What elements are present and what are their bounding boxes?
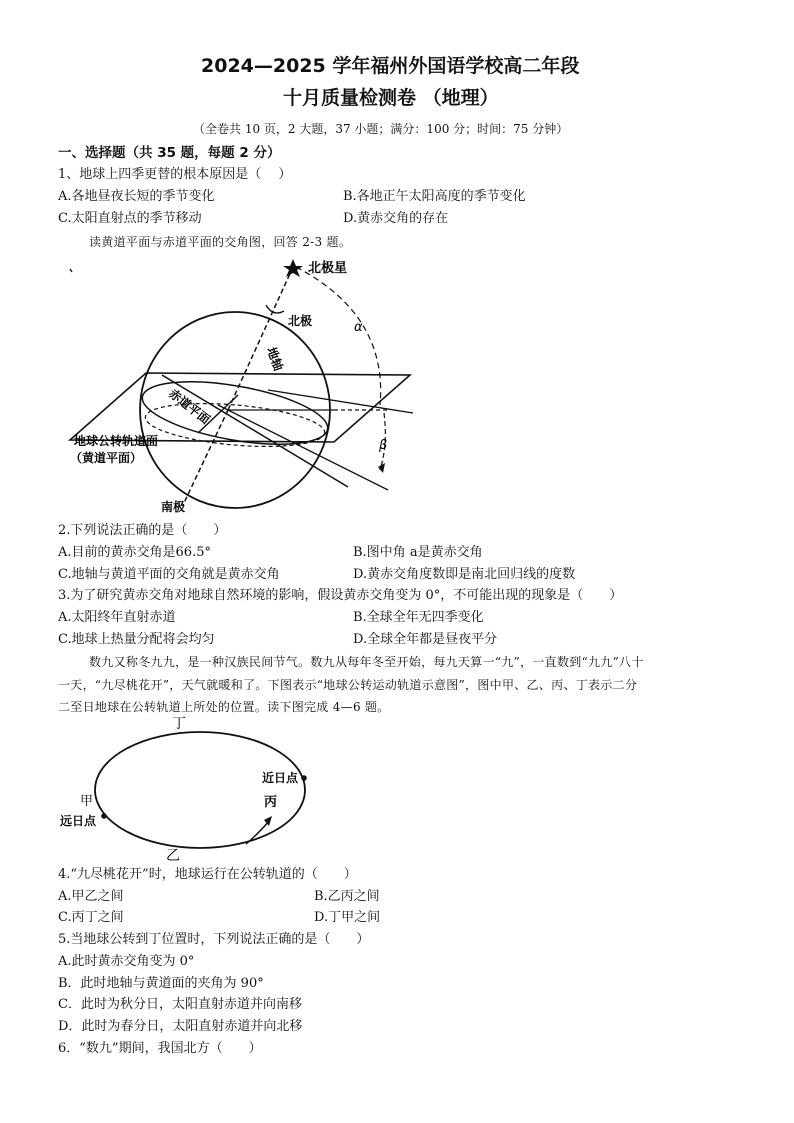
q1-option-c: C.太阳直射点的季节移动: [58, 211, 202, 226]
q3-option-c: C.地球上热量分配将会均匀: [58, 632, 215, 647]
q5-option-a: A.此时黄赤交角变为 0°: [58, 954, 195, 969]
label-polaris: 北极星: [308, 261, 348, 276]
label-bing: 丙: [264, 795, 278, 810]
q4-stem: 4.“九尽桃花开”时，地球运行在公转轨道的（ ）: [58, 867, 357, 882]
label-ding: 丁: [172, 716, 186, 732]
ecliptic-equator-figure: [58, 255, 428, 515]
q3-option-a: A.太阳终年直射赤道: [58, 610, 176, 625]
exam-title-line1: 2024—2025 学年福州外国语学校高二年段: [201, 55, 580, 77]
section-heading: 一、选择题（共 35 题，每题 2 分）: [58, 145, 281, 161]
q1-option-a: A.各地昼夜长短的季节变化: [58, 189, 215, 204]
label-earth-axis: 地轴: [264, 345, 286, 373]
q4-option-d: D.丁甲之间: [314, 910, 381, 925]
q1-stem: 1、地球上四季更替的根本原因是（ ）: [58, 167, 292, 182]
reading-prompt-2-line3: 二至日地球在公转轨道上所处的位置。读下图完成 4—6 题。: [58, 700, 390, 714]
q3-option-b: B.全球全年无四季变化: [353, 610, 484, 625]
label-beta: β: [379, 438, 388, 453]
label-perihelion: 近日点: [262, 771, 299, 785]
q3-stem: 3.为了研究黄赤交角对地球自然环境的影响，假设黄赤交角变为 0°，不可能出现的现象是（ ）: [58, 588, 623, 603]
label-orbit-plane: 地球公转轨道面: [74, 434, 159, 448]
q1-option-b: B.各地正午太阳高度的季节变化: [343, 189, 526, 204]
q5-option-c: C．此时为秋分日，太阳直射赤道并向南移: [58, 997, 302, 1012]
reading-prompt-2-line1: 数九又称冬九九，是一种汉族民间节气。数九从每年冬至开始，每九天算一“九”，一直数到“九九”八十: [89, 655, 644, 669]
q1-option-d: D.黄赤交角的存在: [343, 211, 449, 226]
q6-stem: 6．“数九”期间，我国北方（ ）: [58, 1041, 262, 1056]
q4-option-a: A.甲乙之间: [58, 889, 124, 904]
label-yi: 乙: [166, 848, 180, 864]
label-equator-plane: 赤道平面: [166, 386, 213, 427]
q5-option-d: D．此时为春分日，太阳直射赤道并向北移: [58, 1019, 303, 1034]
label-north-pole: 北极: [288, 314, 313, 328]
q5-option-b: B．此时地轴与黄道面的夹角为 90°: [58, 976, 264, 991]
reading-prompt-1: 读黄道平面与赤道平面的交角图，回答 2-3 题。: [89, 235, 352, 249]
label-ecliptic-plane: （黄道平面）: [70, 451, 143, 465]
aphelion-dot: [101, 813, 107, 819]
q4-option-c: C.丙丁之间: [58, 910, 124, 925]
q2-option-d: D.黄赤交角度数即是南北回归线的度数: [353, 567, 576, 582]
label-aphelion: 远日点: [60, 814, 97, 828]
exam-info: （全卷共 10 页，2 大题，37 小题；满分：100 分；时间：75 分钟）: [193, 122, 569, 136]
reading-prompt-2-line2: 一天，“九尽桃花开”，天气就暖和了。下图表示“地球公转运动轨道示意图”，图中甲、乙、丙、丁表示二分: [58, 678, 638, 692]
q4-option-b: B.乙丙之间: [314, 889, 380, 904]
q2-option-b: B.图中角 a是黄赤交角: [353, 545, 483, 560]
polaris-star-icon: [283, 259, 303, 277]
label-alpha: α: [354, 320, 363, 335]
q2-option-c: C.地轴与黄道平面的交角就是黄赤交角: [58, 567, 280, 582]
label-jia: 甲: [80, 794, 94, 809]
label-south-pole: 南极: [161, 500, 186, 514]
q5-stem: 5.当地球公转到丁位置时，下列说法正确的是（ ）: [58, 932, 370, 947]
q2-stem: 2.下列说法正确的是（ ）: [58, 523, 227, 538]
q2-option-a: A.目前的黄赤交角是66.5°: [58, 545, 211, 560]
perihelion-dot: [301, 775, 307, 781]
q3-option-d: D.全球全年都是昼夜平分: [353, 632, 498, 647]
exam-title-line2: 十月质量检测卷 （地理）: [283, 87, 499, 109]
orbit-figure: [58, 716, 318, 866]
